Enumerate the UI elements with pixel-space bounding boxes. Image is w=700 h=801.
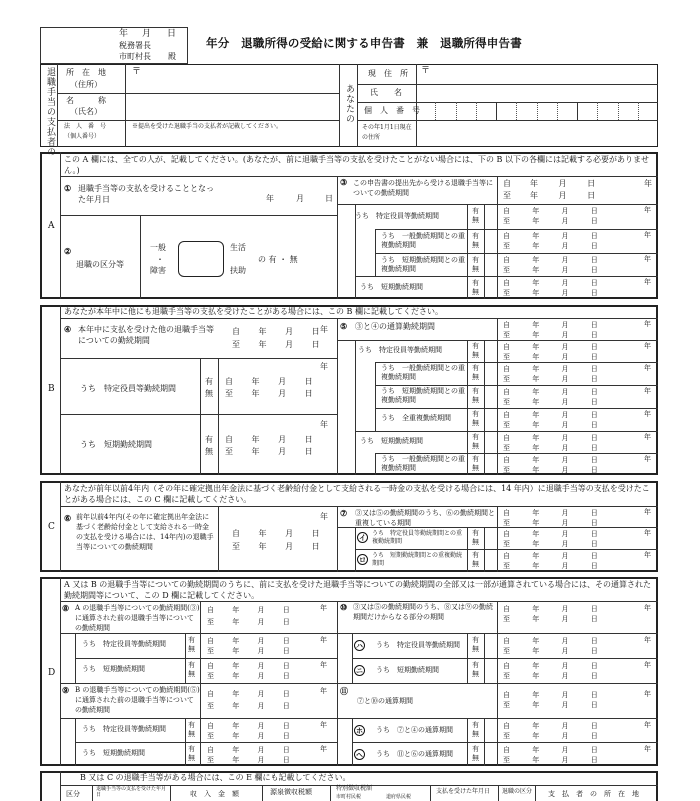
form-title: 年分 退職所得の受給に関する申告書 兼 退職所得申告書 xyxy=(206,36,522,50)
b5-sub-general: うち 一般勤続期間との重複勤続期間 xyxy=(381,364,465,381)
item1-day: 日 xyxy=(325,194,333,203)
item3-from: 自 xyxy=(503,179,511,188)
payer-corp-label: 法 人 番 号 xyxy=(64,123,107,130)
payer-corp-sub: （個人番号） xyxy=(64,133,101,140)
b5-sub-general2-dates: 自 年 月 日 至 年 月 日 xyxy=(503,456,598,474)
d8-sub-short: うち 短期勤続期間 xyxy=(82,665,145,673)
d-sub-he-yes[interactable]: 有 無 xyxy=(472,745,479,762)
d-sub-ha-yes[interactable]: 有 無 xyxy=(472,636,479,653)
e-col-retire: 退職の区分 xyxy=(502,788,533,795)
b5-sub-specific: うち 特定役員等勤続期間 xyxy=(358,346,442,354)
item6-total: 年 xyxy=(320,512,328,521)
item10-dates: 自 年 月 日 至 年 月 日 xyxy=(503,605,598,623)
item7-dates: 自 年 月 日 至 年 月 日 xyxy=(503,509,598,527)
item1-label: 退職手当等の支払を受けることとなった年月日 xyxy=(78,184,214,204)
b5-sub-short2: うち 短期勤続期間 xyxy=(360,437,423,445)
d-sub-ni-dates: 自 年 月 日 至 年 月 日 xyxy=(503,662,598,680)
b5-sub-short2-yes[interactable]: 有 無 xyxy=(472,433,479,450)
circle-he-icon: ヘ xyxy=(356,750,363,759)
b5-sub-general2-total: 年 xyxy=(644,455,651,463)
section-d-intro: A 又は B の退職手当等についての勤続期間のうちに、前に支払を受けた退職手当等についての勤続期間の全部又は一部が通算されている場合には、その通算された勤続期間等について、この D 欄に記載してください。 xyxy=(64,580,651,600)
d-sub-ni-text: うち 短期勤続期間 xyxy=(376,666,439,674)
payer-corp-note: ※提出を受けた退職手当の支払者が記載してください。 xyxy=(132,123,283,130)
a-sub-general-dup-dates: 自 年 月 日 至 年 月 日 xyxy=(503,232,598,250)
c-sub-i-total: 年 xyxy=(644,529,651,537)
a-sub-specific: うち 特定役員等勤続期間 xyxy=(355,212,439,220)
b4-sub-specific-total: 年 xyxy=(320,362,328,371)
header-day: 日 xyxy=(167,29,177,39)
item3-to: 至 xyxy=(503,191,511,200)
employee-postal-mark: 〒 xyxy=(421,66,431,76)
e-col-payer: 支 払 者 の 所 在 地 xyxy=(548,790,639,798)
a-sub-short-dup-yes[interactable]: 有 無 xyxy=(472,256,479,273)
a-sub-short-dup-dates: 自 年 月 日 至 年 月 日 xyxy=(503,256,598,274)
c-sub-ro xyxy=(357,554,368,565)
b5-sub-all-yes[interactable]: 有 無 xyxy=(472,410,479,427)
header-honorific: 殿 xyxy=(168,52,176,61)
b5-sub-short-dates: 自 年 月 日 至 年 月 日 xyxy=(503,388,598,406)
d8-sub-specific-total: 年 xyxy=(320,636,327,644)
a-sub-specific-total: 年 xyxy=(644,206,651,214)
item5-dates: 自 年 月 日 至 年 月 日 xyxy=(503,321,598,339)
c-sub-ro-text: うち 短期勤続期間との重複勤続期間 xyxy=(372,552,463,567)
c-sub-i-yes[interactable]: 有 無 xyxy=(472,529,479,546)
item7-label: ③又は⑤の勤続期間のうち、⑥の勤続期間と重複している期間 xyxy=(355,509,495,527)
d-sub-ha-dates: 自 年 月 日 至 年 月 日 xyxy=(503,637,598,655)
item6-number: ⑥ xyxy=(64,513,72,523)
section-b-intro: あなたが本年中に他にも退職手当等の支払を受けたことがある場合には、この B 欄に記載してください。 xyxy=(64,307,443,316)
circle-ha-icon: ハ xyxy=(356,641,363,650)
b5-sub-general-dates: 自 年 月 日 至 年 月 日 xyxy=(503,365,598,383)
b5-sub-all: うち 全重複勤続期間 xyxy=(381,414,451,422)
d-sub-ni-yes[interactable]: 有 無 xyxy=(472,661,479,678)
item11-number: ⑪ xyxy=(340,686,348,696)
item8-total: 年 xyxy=(320,604,327,612)
d-sub-ha-text: うち 特定役員等勤続期間 xyxy=(376,641,460,649)
circle-ho-icon: ホ xyxy=(356,726,363,735)
b4-sub-short-total: 年 xyxy=(320,420,328,429)
circle-i-icon: イ xyxy=(359,533,366,542)
item5-total: 年 xyxy=(644,320,651,328)
item1-year: 年 xyxy=(266,194,274,203)
employee-jan1-label: その年1月1日現在の住所 xyxy=(362,124,412,141)
employee-name-label: 氏 名 xyxy=(370,88,402,97)
a-sub-specific-yes[interactable]: 有 無 xyxy=(472,207,479,224)
b4-sub-specific-yes[interactable]: 有 無 xyxy=(205,377,213,398)
employee-side-label: あなたの xyxy=(344,84,354,124)
item5-label: ③と④の通算勤続期間 xyxy=(355,322,435,331)
b5-sub-specific-yes[interactable]: 有 無 xyxy=(472,342,479,359)
a-sub-specific-dates: 自 年 月 日 至 年 月 日 xyxy=(503,207,598,225)
section-d-label: D xyxy=(48,668,56,678)
b5-sub-short2-dates: 自 年 月 日 至 年 月 日 xyxy=(503,434,598,452)
a-sub-short-dup: うち 短期勤続期間との重複勤続期間 xyxy=(381,256,465,273)
b5-sub-all-total: 年 xyxy=(644,410,651,418)
item10-label: ③又は⑤の勤続期間のうち、⑧又は⑨の勤続期間だけからなる部分の期間 xyxy=(353,603,493,621)
item3-total-year: 年 xyxy=(644,179,652,188)
b4-sub-short: うち 短期勤続期間 xyxy=(80,440,152,449)
item1-number: ① xyxy=(64,183,72,193)
d9-sub-specific-yes[interactable]: 有 無 xyxy=(188,721,195,738)
employee-number-label: 個 人 番 号 xyxy=(364,106,420,115)
section-b-label: B xyxy=(48,384,55,394)
item6-label: 前年以前4年内(その年に確定拠出年金法に基づく老齢給付金として支給される一時金の支払を受ける場合には、14年内)の退職手当等についての勤続期間 xyxy=(76,513,214,551)
payer-address-label: 所 在 地 xyxy=(66,68,106,77)
a-sub-general-dup-total: 年 xyxy=(644,231,651,239)
d9-sub-specific: うち 特定役員等勤続期間 xyxy=(82,725,166,733)
b5-sub-general2: うち 一般勤続期間との重複勤続期間 xyxy=(381,455,465,472)
b4-sub-short-dates: 自 年 月 日 至 年 月 日 xyxy=(225,435,313,456)
circle-ni-icon: ニ xyxy=(356,666,363,675)
item5-number: ⑤ xyxy=(340,321,348,331)
d-sub-he-dates: 自 年 月 日 至 年 月 日 xyxy=(503,746,598,764)
a-sub-general-dup-yes[interactable]: 有 無 xyxy=(472,232,479,249)
kubun-assist: 扶助 xyxy=(230,266,246,275)
c-sub-i xyxy=(357,532,368,543)
b5-sub-general-total: 年 xyxy=(644,364,651,372)
item3-dates-to: 年 月 日 xyxy=(530,191,596,200)
e-col-pay-date: 支払を受けた年月日 xyxy=(436,788,491,795)
d-sub-ha-total: 年 xyxy=(644,636,651,644)
d9-sub-short: うち 短期勤続期間 xyxy=(82,749,145,757)
header-addressee-city: 市町村長 xyxy=(119,52,151,61)
d9-sub-specific-dates: 自 年 月 日 至 年 月 日 xyxy=(207,722,290,740)
item2-label: 退職の区分等 xyxy=(76,260,124,269)
e-col-special-pref: 道府県民税 xyxy=(386,794,412,800)
a-sub-short-dup-total: 年 xyxy=(644,255,651,263)
e-col-special: 特別徴収税額 xyxy=(336,785,373,792)
item2-number: ② xyxy=(64,246,72,256)
payer-name-label: 名 称 xyxy=(66,96,106,105)
c-sub-i-dates: 自 年 月 日 至 年 月 日 xyxy=(503,530,598,548)
b4-sub-specific-dates: 自 年 月 日 至 年 月 日 xyxy=(225,377,313,398)
b4-sub-short-yes[interactable]: 有 無 xyxy=(205,435,213,456)
item11-total: 年 xyxy=(644,690,651,698)
d8-sub-specific-dates: 自 年 月 日 至 年 月 日 xyxy=(207,637,290,655)
d8-sub-specific-yes[interactable]: 有 無 xyxy=(188,636,195,653)
header-addressee-tax: 税務署長 xyxy=(119,41,151,50)
c-sub-ro-total: 年 xyxy=(644,551,651,559)
d-sub-ho-dates: 自 年 月 日 至 年 月 日 xyxy=(503,722,598,740)
item4-number: ④ xyxy=(64,324,72,334)
a-sub-short-total: 年 xyxy=(644,278,651,286)
d-sub-he-total: 年 xyxy=(644,745,651,753)
d9-sub-short-total: 年 xyxy=(320,745,327,753)
item7-number: ⑦ xyxy=(340,508,348,518)
b5-sub-all-dates: 自 年 月 日 至 年 月 日 xyxy=(503,411,598,429)
e-col-kubun: 区分 xyxy=(66,790,80,798)
d-sub-ha xyxy=(354,640,365,651)
d-sub-he xyxy=(354,749,365,760)
d-sub-ni xyxy=(354,665,365,676)
b5-sub-specific-dates: 自 年 月 日 至 年 月 日 xyxy=(503,343,598,361)
e-col-income: 収 入 金 額 xyxy=(190,790,239,798)
item10-number: ⑩ xyxy=(340,602,348,612)
d8-sub-specific: うち 特定役員等勤続期間 xyxy=(82,640,166,648)
header-date-box xyxy=(40,27,188,64)
item7-total: 年 xyxy=(644,508,651,516)
d-sub-ni-total: 年 xyxy=(644,661,651,669)
payer-name-sub: （氏名） xyxy=(70,107,102,116)
kubun-general[interactable]: 一般 xyxy=(150,243,166,252)
item3-dates: 年 月 日 xyxy=(530,179,596,188)
b5-sub-general-yes[interactable]: 有 無 xyxy=(472,364,479,381)
header-month: 月 xyxy=(142,29,152,39)
d-sub-ho-text: うち ⑦と④の通算期間 xyxy=(376,726,453,734)
section-e-intro: B 又は C の退職手当等がある場合には、この E 欄にも記載してください。 xyxy=(80,773,351,782)
e-col-special-city: 市町村民税 xyxy=(336,794,362,800)
employee-address-label: 現 住 所 xyxy=(368,69,408,78)
section-c-intro: あなたが前年以前4年内（その年に確定拠出年金法に基づく老齢給付金として支給される一時金の支払を受ける場合には、14 年内）に退職手当等の支払を受けたことがある場合には、この C 欄に記載してください。 xyxy=(64,484,650,504)
kubun-living: 生活 xyxy=(230,243,246,252)
header-year: 年 xyxy=(119,29,129,39)
section-a-label: A xyxy=(48,221,55,231)
item4-total: 年 xyxy=(320,325,328,334)
payer-address-sub: （住所） xyxy=(70,80,102,89)
section-a-intro: この A 欄には、全ての人が、記載してください。(あなたが、前に退職手当等の支払を受けたことがない場合には、下の B 以下の各欄には記載する必要がありません。) xyxy=(64,155,649,175)
d-sub-ho xyxy=(354,725,365,736)
kubun-disability[interactable]: 障害 xyxy=(150,266,166,275)
item9-label: B の退職手当等についての勤続期間(⑤)に通算された前の退職手当等についての勤続期間 xyxy=(75,686,200,714)
c-sub-ro-yes[interactable]: 有 無 xyxy=(472,551,479,568)
d8-sub-short-total: 年 xyxy=(320,661,327,669)
d-sub-ho-yes[interactable]: 有 無 xyxy=(472,721,479,738)
item10-total: 年 xyxy=(644,604,651,612)
b5-sub-short-yes[interactable]: 有 無 xyxy=(472,387,479,404)
d9-sub-short-yes[interactable]: 有 無 xyxy=(188,745,195,762)
kubun-dot: ・ xyxy=(156,255,164,264)
e-col-date: 退職手当等の支払を受けた年月日 xyxy=(96,786,167,798)
b5-sub-specific-total: 年 xyxy=(644,342,651,350)
b5-sub-general2-yes[interactable]: 有 無 xyxy=(472,455,479,472)
d9-sub-specific-total: 年 xyxy=(320,721,327,729)
item9-dates: 自 年 月 日 至 年 月 日 xyxy=(207,690,290,710)
payer-postal-mark: 〒 xyxy=(132,67,142,77)
a-sub-short-yes[interactable]: 有 無 xyxy=(472,279,479,296)
item8-number: ⑧ xyxy=(62,603,70,613)
b5-sub-short-total: 年 xyxy=(644,387,651,395)
payer-side-label: 退職手当の支払者の xyxy=(45,67,55,157)
item11-dates: 自 年 月 日 至 年 月 日 xyxy=(503,691,598,709)
item1-month: 月 xyxy=(296,194,304,203)
item4-label: 本年中に支払を受けた他の退職手当等についての勤続期間 xyxy=(78,325,214,345)
d8-sub-short-dates: 自 年 月 日 至 年 月 日 xyxy=(207,662,290,680)
a-sub-general-dup: うち 一般勤続期間との重複勤続期間 xyxy=(381,232,465,249)
b4-sub-specific: うち 特定役員等勤続期間 xyxy=(80,384,176,393)
a-sub-short: うち 短期勤続期間 xyxy=(360,283,423,291)
item6-dates: 自 年 月 日 至 年 月 日 xyxy=(232,529,320,551)
b5-sub-short: うち 短期勤続期間との重複勤続期間 xyxy=(381,387,465,404)
d-sub-he-text: うち ⑪と⑥の通算期間 xyxy=(376,750,453,758)
circle-ro-icon: ロ xyxy=(359,555,366,564)
kubun-has[interactable]: の 有 ・ 無 xyxy=(258,255,298,264)
section-c-label: C xyxy=(48,522,55,532)
c-sub-ro-dates: 自 年 月 日 至 年 月 日 xyxy=(503,552,598,570)
item9-total: 年 xyxy=(320,687,327,695)
item8-dates: 自 年 月 日 至 年 月 日 xyxy=(207,606,290,626)
employee-number-grid[interactable] xyxy=(416,102,658,120)
a-sub-short-dates: 自 年 月 日 至 年 月 日 xyxy=(503,279,598,297)
item4-dates: 自 年 月 日 至 年 月 日 xyxy=(232,327,320,349)
c-sub-i-text: うち 特定役員等勤続期間との重複勤続期間 xyxy=(372,530,463,545)
e-col-tax: 源泉徴収税額 xyxy=(270,788,312,796)
item8-label: A の退職手当等についての勤続期間(③)に通算された前の退職手当等についての勤続期間 xyxy=(75,604,200,632)
b5-sub-short2-total: 年 xyxy=(644,433,651,441)
item9-number: ⑨ xyxy=(62,685,70,695)
item3-label: この申告書の提出先から受ける退職手当等についての勤続期間 xyxy=(353,179,493,197)
item3-number: ③ xyxy=(340,177,348,187)
d8-sub-short-yes[interactable]: 有 無 xyxy=(188,661,195,678)
d-sub-ho-total: 年 xyxy=(644,721,651,729)
d9-sub-short-dates: 自 年 月 日 至 年 月 日 xyxy=(207,746,290,764)
item11-label: ⑦と⑩の通算期間 xyxy=(357,697,413,705)
